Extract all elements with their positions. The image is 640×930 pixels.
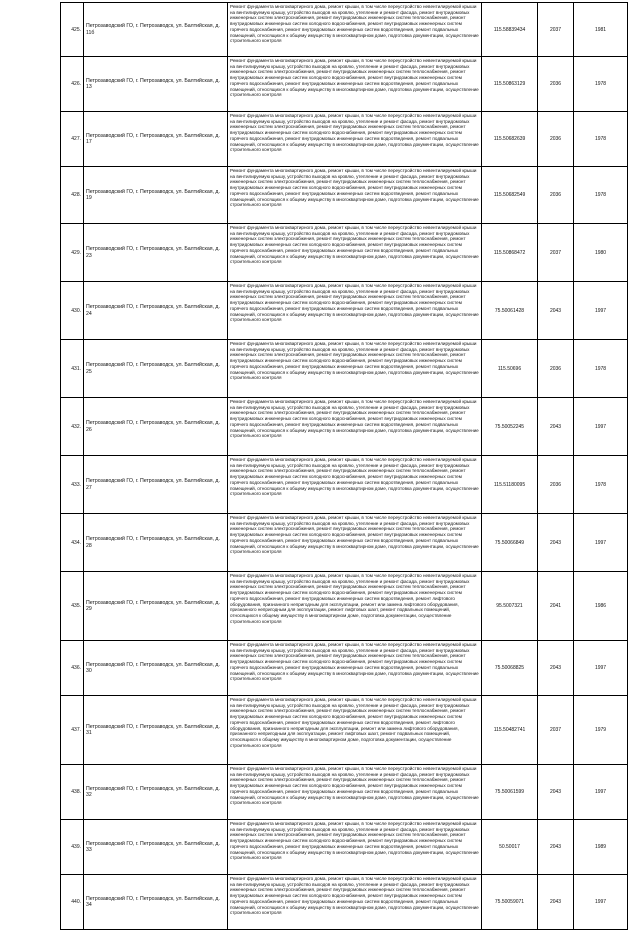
- table-row: [61, 340, 628, 398]
- address-cell: Петрозаводский ГО, г. Петрозаводск, ул. Балтийская, д. 32: [84, 765, 228, 820]
- work-description-cell: Ремонт фундамента многоквартирного дома, ремонт крыши, в том числе переустройство невентилируемой крыши на вентилируемую крышу, устройство выходов на кровлю, утепление и ремонт фасада, ремонт внутридомовых инженерных систем электроснабжения, ремонт внутридомовых инженерных систем теплоснабжения, ремонт внутридомовых инженерных систем холодного водоснабжения, ремонт внутридомовых инженерных систем горячего водоснабжения, ремонт внутридомовых инженерных систем водоотведения, ремонт подвальных помещений, относящихся к общему имуществу в многоквартирном доме, подготовка документации, осуществление строительного контроля: [228, 224, 482, 282]
- planned-year-cell: 2043: [538, 765, 574, 820]
- table-row: [61, 456, 628, 514]
- area-cell: 75.50061599: [482, 765, 538, 820]
- built-year-cell: 1997: [574, 641, 628, 696]
- row-number: 430.: [61, 282, 84, 340]
- address-cell: Петрозаводский ГО, г. Петрозаводск, ул. Балтийская, д. 33: [84, 820, 228, 875]
- area-cell: 75.50059071: [482, 875, 538, 930]
- row-number: 426.: [61, 57, 84, 112]
- row-number: 432.: [61, 398, 84, 456]
- row-number: 428.: [61, 167, 84, 224]
- area-cell: 115.50863129: [482, 57, 538, 112]
- area-cell: 115.50482741: [482, 696, 538, 765]
- work-description-cell: Ремонт фундамента многоквартирного дома, ремонт крыши, в том числе переустройство невентилируемой крыши на вентилируемую крышу, устройство выходов на кровлю, утепление и ремонт фасада, ремонт внутридомовых инженерных систем электроснабжения, ремонт внутридомовых инженерных систем теплоснабжения, ремонт внутридомовых инженерных систем холодного водоснабжения, ремонт внутридомовых инженерных систем горячего водоснабжения, ремонт внутридомовых инженерных систем водоотведения, ремонт подвальных помещений, относящихся к общему имуществу в многоквартирном доме, подготовка документации, осуществление строительного контроля: [228, 340, 482, 398]
- row-number: 436.: [61, 641, 84, 696]
- area-cell: 50.50017: [482, 820, 538, 875]
- row-number: 433.: [61, 456, 84, 514]
- area-cell: 115.50682549: [482, 167, 538, 224]
- work-description-cell: Ремонт фундамента многоквартирного дома, ремонт крыши, в том числе переустройство невентилируемой крыши на вентилируемую крышу, устройство выходов на кровлю, утепление и ремонт фасада, ремонт внутридомовых инженерных систем электроснабжения, ремонт внутридомовых инженерных систем теплоснабжения, ремонт внутридомовых инженерных систем холодного водоснабжения, ремонт внутридомовых инженерных систем горячего водоснабжения, ремонт внутридомовых инженерных систем водоотведения, ремонт подвальных помещений, относящихся к общему имуществу в многоквартирном доме, подготовка документации, осуществление строительного контроля: [228, 765, 482, 820]
- table-row: [61, 3, 628, 57]
- table-row: [61, 57, 628, 112]
- built-year-cell: 1986: [574, 572, 628, 641]
- work-description-cell: Ремонт фундамента многоквартирного дома, ремонт крыши, в том числе переустройство невентилируемой крыши на вентилируемую крышу, устройство выходов на кровлю, утепление и ремонт фасада, ремонт внутридомовых инженерных систем электроснабжения, ремонт внутридомовых инженерных систем теплоснабжения, ремонт внутридомовых инженерных систем холодного водоснабжения, ремонт внутридомовых инженерных систем горячего водоснабжения, ремонт внутридомовых инженерных систем водоотведения, ремонт подвальных помещений, относящихся к общему имуществу в многоквартирном доме, подготовка документации, осуществление строительного контроля: [228, 875, 482, 930]
- built-year-cell: 1997: [574, 765, 628, 820]
- work-description-cell: Ремонт фундамента многоквартирного дома, ремонт крыши, в том числе переустройство невентилируемой крыши на вентилируемую крышу, устройство выходов на кровлю, утепление и ремонт фасада, ремонт внутридомовых инженерных систем электроснабжения, ремонт внутридомовых инженерных систем теплоснабжения, ремонт внутридомовых инженерных систем холодного водоснабжения, ремонт внутридомовых инженерных систем горячего водоснабжения, ремонт внутридомовых инженерных систем водоотведения, ремонт подвальных помещений, относящихся к общему имуществу в многоквартирном доме, подготовка документации, осуществление строительного контроля: [228, 514, 482, 572]
- work-description-cell: Ремонт фундамента многоквартирного дома, ремонт крыши, в том числе переустройство невентилируемой крыши на вентилируемую крышу, устройство выходов на кровлю, утепление и ремонт фасада, ремонт внутридомовых инженерных систем электроснабжения, ремонт внутридомовых инженерных систем теплоснабжения, ремонт внутридомовых инженерных систем холодного водоснабжения, ремонт внутридомовых инженерных систем горячего водоснабжения, ремонт внутридомовых инженерных систем водоотведения, ремонт подвальных помещений, относящихся к общему имуществу в многоквартирном доме, подготовка документации, осуществление строительного контроля: [228, 167, 482, 224]
- planned-year-cell: 2043: [538, 514, 574, 572]
- row-number: 427.: [61, 112, 84, 167]
- address-cell: Петрозаводский ГО, г. Петрозаводск, ул. Балтийская, д. 34: [84, 875, 228, 930]
- address-cell: Петрозаводский ГО, г. Петрозаводск, ул. Балтийская, д. 11б: [84, 3, 228, 57]
- built-year-cell: 1997: [574, 514, 628, 572]
- planned-year-cell: 2043: [538, 398, 574, 456]
- row-number: 437.: [61, 696, 84, 765]
- table-row: [61, 641, 628, 696]
- built-year-cell: 1997: [574, 398, 628, 456]
- work-description-cell: Ремонт фундамента многоквартирного дома, ремонт крыши, в том числе переустройство невентилируемой крыши на вентилируемую крышу, устройство выходов на кровлю, утепление и ремонт фасада, ремонт внутридомовых инженерных систем электроснабжения, ремонт внутридомовых инженерных систем теплоснабжения, ремонт внутридомовых инженерных систем холодного водоснабжения, ремонт внутридомовых инженерных систем горячего водоснабжения, ремонт внутридомовых инженерных систем водоотведения, ремонт лифтового оборудования, признанного непригодным для эксплуатации, ремонт или замена лифтового оборудования, признанного непригодным для эксплуатации, ремонт лифтовых шахт, ремонт подвальных помещений, относящихся к общему имуществу в многоквартирном доме, подготовка документации, осуществление строительного контроля: [228, 572, 482, 641]
- address-cell: Петрозаводский ГО, г. Петрозаводск, ул. Балтийская, д. 23: [84, 224, 228, 282]
- row-number: 440.: [61, 875, 84, 930]
- built-year-cell: 1978: [574, 340, 628, 398]
- work-description-cell: Ремонт фундамента многоквартирного дома, ремонт крыши, в том числе переустройство невентилируемой крыши на вентилируемую крышу, устройство выходов на кровлю, утепление и ремонт фасада, ремонт внутридомовых инженерных систем электроснабжения, ремонт внутридомовых инженерных систем теплоснабжения, ремонт внутридомовых инженерных систем холодного водоснабжения, ремонт внутридомовых инженерных систем горячего водоснабжения, ремонт внутридомовых инженерных систем водоотведения, ремонт подвальных помещений, относящихся к общему имуществу в многоквартирном доме, подготовка документации, осуществление строительного контроля: [228, 3, 482, 57]
- row-number: 439.: [61, 820, 84, 875]
- area-cell: 115.50682639: [482, 112, 538, 167]
- planned-year-cell: 2043: [538, 875, 574, 930]
- area-cell: 75.50052245: [482, 398, 538, 456]
- address-cell: Петрозаводский ГО, г. Петрозаводск, ул. Балтийская, д. 28: [84, 514, 228, 572]
- table-row: [61, 514, 628, 572]
- area-cell: 75.50061428: [482, 282, 538, 340]
- area-cell: 115.50696: [482, 340, 538, 398]
- address-cell: Петрозаводский ГО, г. Петрозаводск, ул. Балтийская, д. 31: [84, 696, 228, 765]
- built-year-cell: 1980: [574, 224, 628, 282]
- work-description-cell: Ремонт фундамента многоквартирного дома, ремонт крыши, в том числе переустройство невентилируемой крыши на вентилируемую крышу, устройство выходов на кровлю, утепление и ремонт фасада, ремонт внутридомовых инженерных систем электроснабжения, ремонт внутридомовых инженерных систем теплоснабжения, ремонт внутридомовых инженерных систем холодного водоснабжения, ремонт внутридомовых инженерных систем горячего водоснабжения, ремонт внутридомовых инженерных систем водоотведения, ремонт подвальных помещений, относящихся к общему имуществу в многоквартирном доме, подготовка документации, осуществление строительного контроля: [228, 820, 482, 875]
- work-description-cell: Ремонт фундамента многоквартирного дома, ремонт крыши, в том числе переустройство невентилируемой крыши на вентилируемую крышу, устройство выходов на кровлю, утепление и ремонт фасада, ремонт внутридомовых инженерных систем электроснабжения, ремонт внутридомовых инженерных систем теплоснабжения, ремонт внутридомовых инженерных систем холодного водоснабжения, ремонт внутридомовых инженерных систем горячего водоснабжения, ремонт внутридомовых инженерных систем водоотведения, ремонт подвальных помещений, относящихся к общему имуществу в многоквартирном доме, подготовка документации, осуществление строительного контроля: [228, 112, 482, 167]
- work-description-cell: Ремонт фундамента многоквартирного дома, ремонт крыши, в том числе переустройство невентилируемой крыши на вентилируемую крышу, устройство выходов на кровлю, утепление и ремонт фасада, ремонт внутридомовых инженерных систем электроснабжения, ремонт внутридомовых инженерных систем теплоснабжения, ремонт внутридомовых инженерных систем холодного водоснабжения, ремонт внутридомовых инженерных систем горячего водоснабжения, ремонт внутридомовых инженерных систем водоотведения, ремонт подвальных помещений, относящихся к общему имуществу в многоквартирном доме, подготовка документации, осуществление строительного контроля: [228, 456, 482, 514]
- planned-year-cell: 2036: [538, 340, 574, 398]
- table-row: [61, 282, 628, 340]
- planned-year-cell: 2036: [538, 112, 574, 167]
- row-number: 425.: [61, 3, 84, 57]
- planned-year-cell: 2037: [538, 3, 574, 57]
- table-row: [61, 696, 628, 765]
- row-number: 438.: [61, 765, 84, 820]
- document-table: [60, 2, 628, 930]
- area-cell: 75.50068825: [482, 641, 538, 696]
- planned-year-cell: 2037: [538, 696, 574, 765]
- built-year-cell: 1989: [574, 820, 628, 875]
- built-year-cell: 1978: [574, 167, 628, 224]
- address-cell: Петрозаводский ГО, г. Петрозаводск, ул. Балтийская, д. 27: [84, 456, 228, 514]
- area-cell: 115.51180095: [482, 456, 538, 514]
- address-cell: Петрозаводский ГО, г. Петрозаводск, ул. Балтийская, д. 24: [84, 282, 228, 340]
- built-year-cell: 1981: [574, 3, 628, 57]
- table-body: [61, 3, 628, 930]
- built-year-cell: 1978: [574, 456, 628, 514]
- work-description-cell: Ремонт фундамента многоквартирного дома, ремонт крыши, в том числе переустройство невентилируемой крыши на вентилируемую крышу, устройство выходов на кровлю, утепление и ремонт фасада, ремонт внутридомовых инженерных систем электроснабжения, ремонт внутридомовых инженерных систем теплоснабжения, ремонт внутридомовых инженерных систем холодного водоснабжения, ремонт внутридомовых инженерных систем горячего водоснабжения, ремонт внутридомовых инженерных систем водоотведения, ремонт подвальных помещений, относящихся к общему имуществу в многоквартирном доме, подготовка документации, осуществление строительного контроля: [228, 282, 482, 340]
- table-row: [61, 398, 628, 456]
- address-cell: Петрозаводский ГО, г. Петрозаводск, ул. Балтийская, д. 17: [84, 112, 228, 167]
- built-year-cell: 1997: [574, 282, 628, 340]
- work-description-cell: Ремонт фундамента многоквартирного дома, ремонт крыши, в том числе переустройство невентилируемой крыши на вентилируемую крышу, устройство выходов на кровлю, утепление и ремонт фасада, ремонт внутридомовых инженерных систем электроснабжения, ремонт внутридомовых инженерных систем теплоснабжения, ремонт внутридомовых инженерных систем холодного водоснабжения, ремонт внутридомовых инженерных систем горячего водоснабжения, ремонт внутридомовых инженерных систем водоотведения, ремонт подвальных помещений, относящихся к общему имуществу в многоквартирном доме, подготовка документации, осуществление строительного контроля: [228, 398, 482, 456]
- planned-year-cell: 2036: [538, 57, 574, 112]
- planned-year-cell: 2037: [538, 224, 574, 282]
- address-cell: Петрозаводский ГО, г. Петрозаводск, ул. Балтийская, д. 19: [84, 167, 228, 224]
- work-description-cell: Ремонт фундамента многоквартирного дома, ремонт крыши, в том числе переустройство невентилируемой крыши на вентилируемую крышу, устройство выходов на кровлю, утепление и ремонт фасада, ремонт внутридомовых инженерных систем электроснабжения, ремонт внутридомовых инженерных систем теплоснабжения, ремонт внутридомовых инженерных систем холодного водоснабжения, ремонт внутридомовых инженерных систем горячего водоснабжения, ремонт внутридомовых инженерных систем водоотведения, ремонт подвальных помещений, относящихся к общему имуществу в многоквартирном доме, подготовка документации, осуществление строительного контроля: [228, 641, 482, 696]
- built-year-cell: 1978: [574, 57, 628, 112]
- address-cell: Петрозаводский ГО, г. Петрозаводск, ул. Балтийская, д. 13: [84, 57, 228, 112]
- planned-year-cell: 2043: [538, 820, 574, 875]
- row-number: 431.: [61, 340, 84, 398]
- area-cell: 115.50868472: [482, 224, 538, 282]
- area-cell: 115.58839434: [482, 3, 538, 57]
- table-row: [61, 765, 628, 820]
- planned-year-cell: 2036: [538, 456, 574, 514]
- table-row: [61, 875, 628, 930]
- row-number: 435.: [61, 572, 84, 641]
- table-row: [61, 112, 628, 167]
- planned-year-cell: 2043: [538, 641, 574, 696]
- row-number: 429.: [61, 224, 84, 282]
- address-cell: Петрозаводский ГО, г. Петрозаводск, ул. Балтийская, д. 25: [84, 340, 228, 398]
- built-year-cell: 1979: [574, 696, 628, 765]
- address-cell: Петрозаводский ГО, г. Петрозаводск, ул. Балтийская, д. 30: [84, 641, 228, 696]
- area-cell: 95.5007321: [482, 572, 538, 641]
- planned-year-cell: 2036: [538, 167, 574, 224]
- table-row: [61, 167, 628, 224]
- area-cell: 75.50066849: [482, 514, 538, 572]
- row-number: 434.: [61, 514, 84, 572]
- built-year-cell: 1997: [574, 875, 628, 930]
- planned-year-cell: 2043: [538, 282, 574, 340]
- built-year-cell: 1978: [574, 112, 628, 167]
- planned-year-cell: 2041: [538, 572, 574, 641]
- table-row: [61, 224, 628, 282]
- table-row: [61, 572, 628, 641]
- work-description-cell: Ремонт фундамента многоквартирного дома, ремонт крыши, в том числе переустройство невентилируемой крыши на вентилируемую крышу, устройство выходов на кровлю, утепление и ремонт фасада, ремонт внутридомовых инженерных систем электроснабжения, ремонт внутридомовых инженерных систем теплоснабжения, ремонт внутридомовых инженерных систем холодного водоснабжения, ремонт внутридомовых инженерных систем горячего водоснабжения, ремонт внутридомовых инженерных систем водоотведения, ремонт лифтового оборудования, признанного непригодным для эксплуатации, ремонт или замена лифтового оборудования, признанного непригодным для эксплуатации, ремонт лифтовых шахт, ремонт подвальных помещений, относящихся к общему имуществу в многоквартирном доме, подготовка документации, осуществление строительного контроля: [228, 696, 482, 765]
- address-cell: Петрозаводский ГО, г. Петрозаводск, ул. Балтийская, д. 29: [84, 572, 228, 641]
- address-cell: Петрозаводский ГО, г. Петрозаводск, ул. Балтийская, д. 26: [84, 398, 228, 456]
- table-row: [61, 820, 628, 875]
- work-description-cell: Ремонт фундамента многоквартирного дома, ремонт крыши, в том числе переустройство невентилируемой крыши на вентилируемую крышу, устройство выходов на кровлю, утепление и ремонт фасада, ремонт внутридомовых инженерных систем электроснабжения, ремонт внутридомовых инженерных систем теплоснабжения, ремонт внутридомовых инженерных систем холодного водоснабжения, ремонт внутридомовых инженерных систем горячего водоснабжения, ремонт внутридомовых инженерных систем водоотведения, ремонт подвальных помещений, относящихся к общему имуществу в многоквартирном доме, подготовка документации, осуществление строительного контроля: [228, 57, 482, 112]
